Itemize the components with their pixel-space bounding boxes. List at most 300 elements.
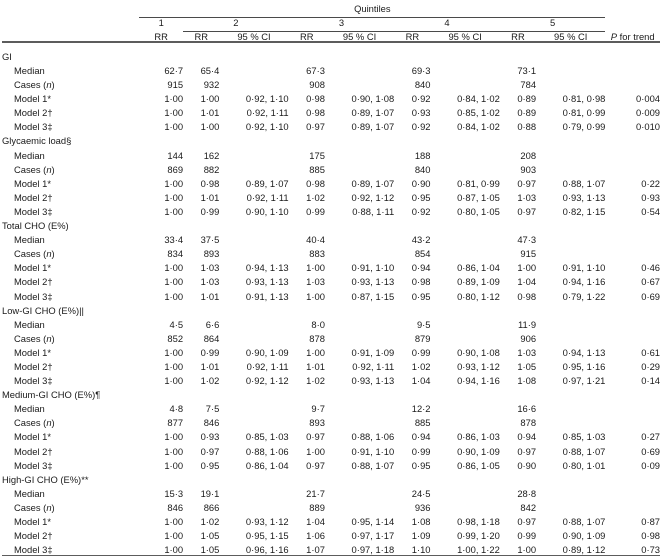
model-1-q4-rr: 0·99 [411, 346, 431, 358]
median-p-blank [605, 230, 660, 244]
model-2-q1-rr: 1·00 [164, 530, 184, 542]
median-q4-spacer [431, 315, 500, 329]
median-q1: 144 [167, 149, 184, 161]
quintile-numbers-blank [2, 18, 139, 28]
table-row-model-1 [2, 428, 660, 442]
model-2-q4-ci: 0·90, 1·09 [457, 445, 500, 457]
model-1-q5-rr: 0·94 [517, 431, 537, 443]
median-q4: 9·5 [416, 318, 431, 330]
model-1-q1-rr: 1·00 [164, 262, 184, 274]
cases-n-italic: n [46, 332, 52, 344]
median-q4-spacer [431, 400, 500, 414]
median-q3: 9·7 [311, 403, 325, 415]
median-q2-spacer [219, 61, 288, 75]
model-2-q5-ci: 0·88, 1·07 [562, 445, 606, 457]
model-1-p-trend: 0·61 [641, 346, 660, 358]
table-row-model-1 [2, 174, 660, 188]
model-2-q5-ci: 0·90, 1·09 [562, 530, 606, 542]
median-q4-spacer [431, 61, 500, 75]
model-3-q1-rr: 1·00 [164, 205, 184, 217]
median-q5-spacer [536, 484, 605, 498]
model-3-q5-rr: 0·97 [517, 205, 537, 217]
model-2-q3-rr: 1·03 [306, 276, 325, 288]
cases-q3: 878 [309, 332, 325, 344]
model-1-q3-ci: 0·88, 1·06 [351, 431, 395, 443]
model-3-q4-rr: 0·92 [411, 205, 431, 217]
median-q3: 67·3 [306, 65, 325, 76]
quintile-number-1: 1 [158, 17, 164, 29]
cases-q5-spacer [536, 414, 605, 428]
row-label-model-2: Model 2† [14, 107, 53, 119]
model-3-q2-rr: 1·01 [200, 290, 220, 302]
model-3-p-trend: 0·14 [641, 375, 660, 387]
model-2-q2-rr: 1·05 [200, 530, 220, 542]
subheader-q3-rr: RR [300, 30, 314, 42]
model-footnote-symbol: ‡ [47, 290, 53, 302]
cases-q4: 885 [414, 417, 431, 429]
median-q2-spacer [219, 315, 288, 329]
row-label-median: Median [14, 403, 45, 415]
model-3-q4-ci: 0·80, 1·05 [457, 205, 500, 217]
table-row-median [2, 146, 660, 160]
median-q4-spacer [431, 146, 500, 160]
model-3-p-trend: 0·73 [641, 544, 660, 556]
cases-q4-spacer [431, 329, 500, 343]
model-1-q4-ci: 0·86, 1·04 [457, 262, 500, 274]
model-footnote-symbol: * [47, 431, 52, 443]
model-3-q5-ci: 0·80, 1·01 [562, 459, 606, 471]
model-footnote-symbol: ‡ [47, 544, 53, 556]
median-q5: 208 [520, 149, 537, 161]
model-3-q4-rr: 0·92 [411, 121, 431, 133]
cases-p-blank [605, 245, 660, 259]
model-3-q3-ci: 0·89, 1·07 [351, 121, 395, 133]
median-p-blank [605, 61, 660, 75]
median-q3-spacer [325, 230, 394, 244]
median-q5: 73·1 [517, 65, 537, 76]
header-blank-p [605, 4, 660, 13]
row-label-cases: Cases (n) [14, 417, 55, 429]
model-2-p-trend: 0·009 [636, 107, 660, 119]
model-3-q5-ci: 0·82, 1·15 [562, 205, 606, 217]
cases-q2-spacer [219, 329, 288, 343]
cases-n-italic: n [46, 417, 52, 429]
cases-q5-spacer [536, 498, 605, 512]
model-1-p-trend: 0·22 [641, 177, 660, 189]
cases-q3-spacer [325, 160, 394, 174]
cases-q5: 915 [520, 248, 537, 260]
median-q4: 12·2 [411, 403, 431, 415]
model-1-q5-ci: 0·88, 1·07 [562, 177, 606, 189]
cases-q5: 842 [520, 501, 537, 513]
cases-q5: 906 [520, 332, 537, 344]
model-2-q2-rr: 0·97 [200, 445, 220, 457]
model-footnote-symbol: † [47, 276, 53, 288]
model-2-q5-ci: 0·93, 1·13 [562, 191, 606, 203]
subheader-q3-ci: 95 % CI [342, 30, 377, 42]
row-label-model-2: Model 2† [14, 445, 53, 457]
median-q3: 21·7 [306, 487, 325, 499]
model-2-q5-rr: 1·03 [517, 191, 537, 203]
cases-q2: 866 [203, 501, 220, 513]
row-label-model-1: Model 1* [14, 431, 52, 443]
model-1-q4-rr: 0·94 [411, 262, 431, 274]
model-2-q4-rr: 0·95 [411, 191, 431, 203]
model-2-q3-rr: 1·01 [306, 360, 325, 372]
cases-q4: 840 [414, 79, 431, 91]
model-2-q5-ci: 0·95, 1·16 [562, 360, 606, 372]
model-1-q3-rr: 0·97 [306, 431, 325, 443]
cases-q2: 846 [203, 417, 220, 429]
section-title-symbol: § [66, 135, 72, 147]
section-title-5: High-GI CHO (E%)** [2, 473, 89, 485]
median-q5-spacer [536, 146, 605, 160]
model-2-q4-ci: 0·99, 1·20 [457, 530, 500, 542]
median-q3: 40·4 [306, 234, 325, 246]
table-row-model-1 [2, 343, 660, 357]
model-3-q2-rr: 1·02 [200, 375, 220, 387]
p-symbol: P [610, 30, 618, 42]
section-title-2: Total CHO (E%) [2, 220, 69, 232]
cases-q4-spacer [431, 245, 500, 259]
median-q4: 43·2 [411, 234, 431, 246]
cases-p-blank [605, 160, 660, 174]
model-3-q2-rr: 0·95 [200, 459, 220, 471]
model-1-q4-ci: 0·90, 1·08 [457, 346, 500, 358]
section-title-4: Medium-GI CHO (E%)¶ [2, 389, 101, 401]
model-3-q2-ci: 0·90, 1·10 [245, 205, 289, 217]
cases-q4: 936 [414, 501, 431, 513]
median-q4: 69·3 [411, 65, 431, 76]
table-row-median [2, 61, 660, 75]
model-1-q3-ci: 0·91, 1·10 [351, 262, 395, 274]
row-label-median: Median [14, 487, 45, 499]
model-footnote-symbol: † [47, 530, 53, 542]
model-2-q1-rr: 1·00 [164, 360, 184, 372]
median-q1: 62·7 [164, 65, 184, 76]
model-1-q4-rr: 0·92 [411, 93, 431, 105]
table-body [2, 47, 660, 555]
model-2-q5-rr: 1·04 [517, 276, 537, 288]
model-2-q2-rr: 1·01 [200, 191, 220, 203]
model-2-q5-ci: 0·94, 1·16 [562, 276, 606, 288]
model-3-q1-rr: 1·00 [164, 544, 184, 556]
model-2-q4-rr: 1·02 [411, 360, 431, 372]
subheader-q2-ci: 95 % CI [237, 30, 271, 42]
cases-q3-spacer [325, 75, 394, 89]
model-3-q5-ci: 0·89, 1·12 [562, 544, 606, 556]
model-2-q4-rr: 0·99 [411, 445, 431, 457]
model-1-q3-rr: 1·04 [306, 516, 325, 527]
model-3-q2-ci: 0·92, 1·10 [245, 121, 289, 133]
model-1-q2-rr: 1·03 [200, 262, 220, 274]
cases-q5: 903 [520, 163, 537, 175]
model-1-q3-rr: 1·00 [306, 346, 325, 358]
model-2-q2-rr: 1·01 [200, 360, 220, 372]
section-title-row [2, 301, 660, 315]
table-row-model-3 [2, 541, 660, 556]
model-2-q2-ci: 0·92, 1·11 [246, 360, 289, 372]
median-p-blank [605, 484, 660, 498]
row-label-model-2: Model 2† [14, 360, 53, 372]
row-label-median: Median [14, 234, 45, 246]
cases-q2-spacer [219, 498, 288, 512]
model-2-p-trend: 0·67 [641, 276, 660, 288]
cases-q3: 883 [309, 248, 325, 260]
table-row-model-2 [2, 442, 660, 456]
row-label-model-1: Model 1* [14, 346, 52, 358]
median-q3-spacer [325, 315, 394, 329]
median-q5-spacer [536, 230, 605, 244]
model-2-q1-rr: 1·00 [164, 445, 184, 457]
cases-p-blank [605, 414, 660, 428]
cases-n-italic: n [46, 163, 52, 175]
median-p-blank [605, 146, 660, 160]
row-label-model-3: Model 3‡ [14, 121, 53, 133]
cases-q2: 864 [203, 332, 220, 344]
median-q4: 188 [414, 149, 431, 161]
table-row-median [2, 315, 660, 329]
model-3-q3-rr: 1·02 [306, 375, 325, 387]
model-1-q5-ci: 0·81, 0·98 [562, 93, 606, 105]
section-title-spacer [139, 301, 660, 315]
model-1-q5-ci: 0·88, 1·07 [562, 516, 606, 527]
model-3-q5-rr: 0·90 [517, 459, 537, 471]
cases-q5-spacer [536, 329, 605, 343]
model-1-q3-rr: 0·98 [306, 177, 325, 189]
cases-q4: 879 [414, 332, 431, 344]
header-row-spanner-label [2, 4, 660, 13]
model-3-q3-ci: 0·88, 1·11 [352, 205, 395, 217]
table-row-cases [2, 329, 660, 343]
model-2-p-trend: 0·69 [641, 445, 660, 457]
cases-q4-spacer [431, 414, 500, 428]
model-3-q2-ci: 0·92, 1·12 [245, 375, 289, 387]
median-q5-spacer [536, 61, 605, 75]
model-2-q2-ci: 0·95, 1·15 [245, 530, 289, 542]
row-label-model-1: Model 1* [14, 177, 52, 189]
model-3-q3-rr: 0·97 [306, 459, 325, 471]
row-label-model-3: Model 3‡ [14, 544, 53, 556]
section-title-3: Low-GI CHO (E%)|| [2, 304, 84, 316]
cases-q4: 854 [414, 248, 431, 260]
cases-q4: 840 [414, 163, 431, 175]
model-1-q3-rr: 1·00 [306, 262, 325, 274]
cases-q2-spacer [219, 75, 288, 89]
model-2-q4-ci: 0·89, 1·09 [457, 276, 500, 288]
model-2-q1-rr: 1·00 [164, 107, 184, 119]
section-title-spacer [139, 216, 660, 230]
model-3-p-trend: 0·010 [636, 121, 660, 133]
model-3-q3-rr: 1·00 [306, 290, 325, 302]
model-1-q2-ci: 0·85, 1·03 [245, 431, 289, 443]
model-3-q1-rr: 1·00 [164, 290, 184, 302]
model-footnote-symbol: ‡ [47, 121, 53, 133]
cases-p-blank [605, 329, 660, 343]
table-row-cases [2, 245, 660, 259]
model-3-q4-ci: 0·86, 1·05 [457, 459, 500, 471]
model-1-q2-rr: 1·02 [200, 516, 220, 527]
cases-q3: 908 [309, 79, 325, 91]
model-footnote-symbol: ‡ [47, 205, 53, 217]
model-2-p-trend: 0·93 [641, 191, 660, 203]
section-title-row [2, 385, 660, 399]
model-1-q3-rr: 0·98 [306, 93, 325, 105]
table-row-median [2, 230, 660, 244]
model-3-q5-rr: 0·98 [517, 290, 537, 302]
row-label-model-1: Model 1* [14, 93, 52, 105]
table-row-model-1 [2, 90, 660, 104]
model-3-q4-ci: 0·94, 1·16 [457, 375, 500, 387]
cases-p-blank [605, 498, 660, 512]
table-header [2, 4, 660, 47]
row-label-model-3: Model 3‡ [14, 459, 53, 471]
model-3-q3-ci: 0·88, 1·07 [351, 459, 395, 471]
table-row-model-3 [2, 287, 660, 301]
median-q1: 15·3 [164, 487, 184, 499]
row-label-model-2: Model 2† [14, 191, 53, 203]
median-q2-spacer [219, 400, 288, 414]
median-q1: 33·4 [164, 234, 184, 246]
model-1-q4-ci: 0·84, 1·02 [457, 93, 500, 105]
model-footnote-symbol: † [47, 445, 53, 457]
model-2-q3-ci: 0·89, 1·07 [351, 107, 395, 119]
quintiles-risk-table [2, 4, 660, 556]
row-label-cases: Cases (n) [14, 163, 55, 175]
cases-q1: 869 [167, 163, 184, 175]
median-q4-spacer [431, 484, 500, 498]
subheader-q4-ci: 95 % CI [448, 30, 482, 42]
table-row-model-2 [2, 188, 660, 202]
section-title-spacer [139, 132, 660, 146]
model-1-q5-ci: 0·85, 1·03 [562, 431, 606, 443]
median-q3: 8·0 [311, 318, 325, 330]
section-title-1: Glycaemic load§ [2, 135, 72, 147]
subheader-blank-label [2, 31, 139, 41]
median-q2: 7·5 [205, 403, 220, 415]
table-row-model-2 [2, 526, 660, 540]
model-1-q2-ci: 0·94, 1·13 [245, 262, 289, 274]
median-q4: 24·5 [411, 487, 431, 499]
median-q2: 37·5 [200, 234, 220, 246]
model-3-q4-rr: 0·95 [411, 459, 431, 471]
model-2-q4-rr: 1·09 [411, 530, 431, 542]
model-2-q2-rr: 1·03 [200, 276, 220, 288]
cases-q2: 893 [203, 248, 220, 260]
model-2-q3-rr: 0·98 [306, 107, 325, 119]
model-2-p-trend: 0·29 [641, 360, 660, 372]
model-3-q2-ci: 0·91, 1·13 [245, 290, 289, 302]
model-2-q5-rr: 0·99 [517, 530, 537, 542]
median-p-blank [605, 400, 660, 414]
model-2-q3-rr: 1·00 [306, 445, 325, 457]
model-2-q4-ci: 0·85, 1·02 [457, 107, 500, 119]
median-q3-spacer [325, 61, 394, 75]
median-q2-spacer [219, 146, 288, 160]
median-q5: 47·3 [517, 234, 537, 246]
row-label-cases: Cases (n) [14, 79, 55, 91]
cases-q3-spacer [325, 329, 394, 343]
model-1-q4-ci: 0·81, 0·99 [457, 177, 500, 189]
row-label-model-3: Model 3‡ [14, 375, 53, 387]
model-3-q4-rr: 0·95 [411, 290, 431, 302]
median-q5: 16·6 [517, 403, 537, 415]
row-label-cases: Cases (n) [14, 501, 55, 513]
header-row-quintile-numbers [2, 18, 660, 28]
subheader-p-for-trend [605, 31, 660, 41]
model-1-q5-rr: 0·97 [517, 177, 537, 189]
row-label-model-2: Model 2† [14, 530, 53, 542]
model-1-q5-rr: 0·97 [517, 516, 537, 527]
model-footnote-symbol: † [47, 191, 53, 203]
model-1-p-trend: 0·27 [641, 431, 660, 443]
cases-q2: 882 [203, 163, 220, 175]
model-3-q3-ci: 0·93, 1·13 [351, 375, 395, 387]
cases-q3-spacer [325, 498, 394, 512]
model-1-q3-ci: 0·91, 1·09 [351, 346, 395, 358]
cases-q3: 893 [309, 417, 325, 429]
median-q3-spacer [325, 146, 394, 160]
model-3-q3-rr: 0·97 [306, 121, 325, 133]
section-title-spacer [139, 47, 660, 61]
cases-q3: 889 [309, 501, 325, 513]
model-3-q2-ci: 0·86, 1·04 [245, 459, 289, 471]
section-title-row [2, 47, 660, 61]
model-1-q2-rr: 0·98 [200, 177, 220, 189]
model-3-p-trend: 0·69 [641, 290, 660, 302]
table-row-model-2 [2, 104, 660, 118]
model-3-q1-rr: 1·00 [164, 121, 184, 133]
cases-q2-spacer [219, 414, 288, 428]
model-2-q5-rr: 1·05 [517, 360, 537, 372]
median-q3-spacer [325, 400, 394, 414]
median-q5-spacer [536, 315, 605, 329]
model-3-q4-rr: 1·10 [411, 544, 431, 556]
model-1-q1-rr: 1·00 [164, 346, 184, 358]
row-label-model-1: Model 1* [14, 262, 52, 274]
model-1-q4-rr: 1·08 [411, 516, 431, 527]
cases-q3: 885 [309, 163, 325, 175]
model-2-q3-ci: 0·93, 1·13 [351, 276, 395, 288]
cases-n-italic: n [46, 501, 52, 513]
model-1-q5-rr: 0·89 [517, 93, 537, 105]
model-footnote-symbol: ‡ [47, 375, 53, 387]
model-3-q4-ci: 0·80, 1·12 [457, 290, 500, 302]
median-q2-spacer [219, 484, 288, 498]
table-row-median [2, 484, 660, 498]
section-title-symbol: ** [81, 473, 89, 485]
median-q1: 4·8 [169, 403, 184, 415]
model-1-q5-rr: 1·00 [517, 262, 537, 274]
model-footnote-symbol: † [47, 107, 53, 119]
cases-q1: 846 [167, 501, 184, 513]
model-1-q2-ci: 0·89, 1·07 [245, 177, 289, 189]
model-2-q3-ci: 0·97, 1·17 [351, 530, 395, 542]
section-title-row [2, 216, 660, 230]
median-q1: 4·5 [169, 318, 184, 330]
model-footnote-symbol: * [47, 177, 52, 189]
header-corner-blank [2, 4, 139, 13]
quintile-numbers-blank-p [605, 18, 660, 28]
cases-q4-spacer [431, 160, 500, 174]
table-row-cases [2, 414, 660, 428]
model-1-q3-ci: 0·89, 1·07 [351, 177, 395, 189]
model-1-q1-rr: 1·00 [164, 177, 184, 189]
model-2-q2-ci: 0·88, 1·06 [245, 445, 289, 457]
model-3-q5-rr: 0·88 [517, 121, 537, 133]
cases-q5: 784 [520, 79, 537, 91]
table-row-model-3 [2, 118, 660, 132]
